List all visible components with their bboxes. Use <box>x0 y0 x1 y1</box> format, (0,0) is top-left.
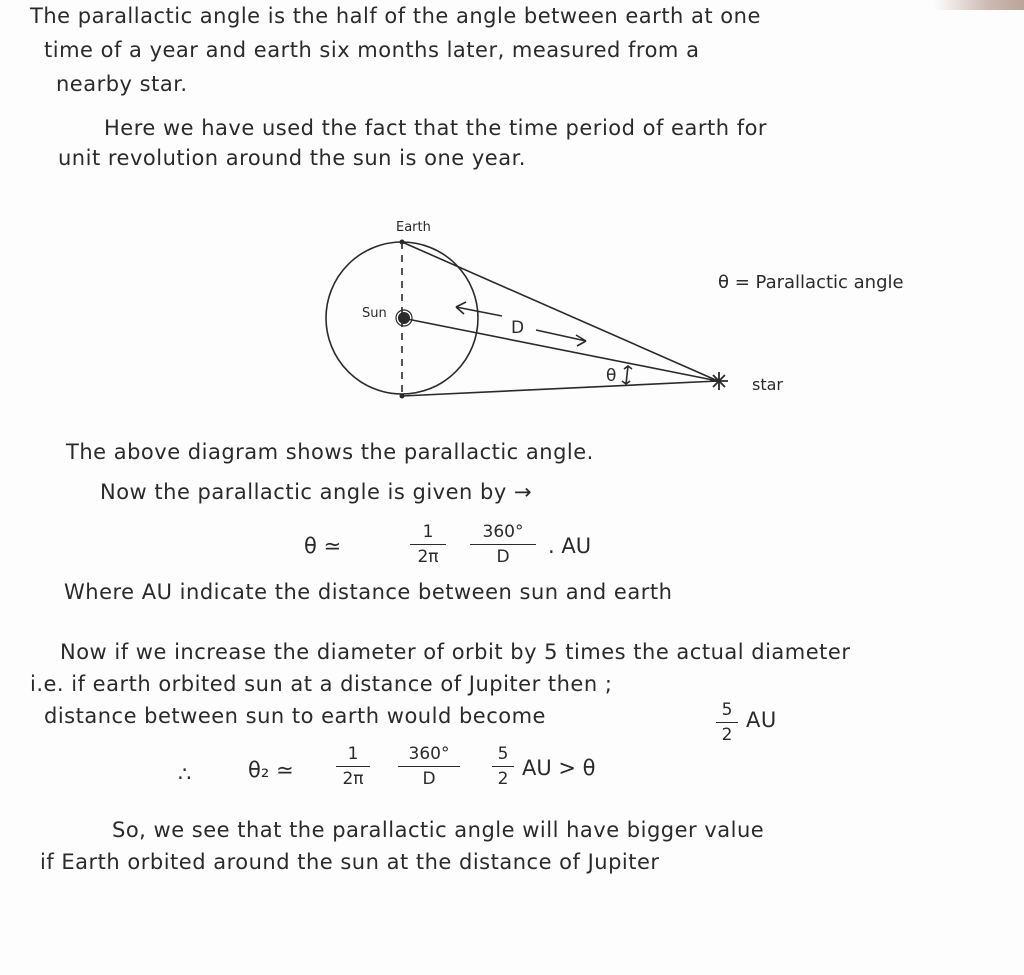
formula2-frac1 <box>336 744 370 789</box>
theta-legend: θ = Parallactic angle <box>718 272 904 293</box>
earth-point-bottom <box>400 394 405 399</box>
sun-icon <box>398 312 410 324</box>
formula2-frac2-num: 360° <box>408 744 450 764</box>
formula2-frac1-num: 1 <box>347 744 359 764</box>
line-earth2-to-star <box>402 381 718 396</box>
para5-line1: Now if we increase the diameter of orbit by 5 times the actual diameter <box>60 640 851 664</box>
para5-frac-den: 2 <box>721 725 733 745</box>
para5-line3: distance between sun to earth would become <box>44 704 546 728</box>
para4-line1: Where AU indicate the distance between sun and earth <box>64 580 673 604</box>
star-label: star <box>752 375 783 394</box>
formula1-frac2-num: 360° <box>482 522 524 542</box>
formula2-frac1-den: 2π <box>342 769 364 789</box>
formula1-frac2-den: D <box>496 547 510 567</box>
sun-label: Sun <box>362 306 387 321</box>
page-corner-shadow <box>934 0 1024 10</box>
para2-line2: unit revolution around the sun is one year. <box>58 146 526 170</box>
conclusion-line2: if Earth orbited around the sun at the distance of Jupiter <box>40 850 660 874</box>
para5-au: AU <box>746 708 777 732</box>
conclusion-line1: So, we see that the parallactic angle will have bigger value <box>112 818 765 842</box>
para2-line1: Here we have used the fact that the time period of earth for <box>104 116 768 140</box>
formula2-frac3 <box>492 744 514 789</box>
formula1-frac1 <box>410 522 446 567</box>
formula1-tail: . AU <box>548 534 592 558</box>
theta-arc-marker <box>622 366 632 384</box>
para5-frac-num: 5 <box>721 700 733 720</box>
sun-icon-ring <box>396 310 412 326</box>
earth-point-top <box>400 240 405 245</box>
para1-line1: The parallactic angle is the half of the angle between earth at one <box>30 4 761 28</box>
earth-orbit-circle <box>326 242 478 394</box>
line-sun-to-star <box>402 318 718 381</box>
theta-label: θ <box>606 366 617 386</box>
formula1-frac2 <box>470 522 536 567</box>
formula2-frac3-den: 2 <box>497 769 509 789</box>
star-icon <box>710 372 728 390</box>
formula2-therefore: ∴ <box>178 762 192 786</box>
formula1-frac1-num: 1 <box>422 522 434 542</box>
line-earth-to-star <box>402 242 718 381</box>
formula1-frac1-den: 2π <box>417 547 439 567</box>
formula2-lhs: θ₂ ≃ <box>248 758 294 782</box>
para3-line2: Now the parallactic angle is given by → <box>100 480 533 504</box>
earth-label: Earth <box>396 220 431 235</box>
arrow-d-left <box>456 302 502 316</box>
para5-line2: i.e. if earth orbited sun at a distance of Jupiter then ; <box>30 672 613 696</box>
formula2-frac2 <box>398 744 460 789</box>
para3-line1: The above diagram shows the parallactic angle. <box>66 440 594 464</box>
formula2-tail: AU > θ <box>522 756 596 780</box>
formula2-frac2-den: D <box>422 769 436 789</box>
formula1-lhs: θ ≃ <box>304 534 342 558</box>
arrow-d-right <box>536 330 586 346</box>
d-label: D <box>511 318 525 338</box>
para1-line3: nearby star. <box>56 72 188 96</box>
para5-frac <box>716 700 738 745</box>
para1-line2: time of a year and earth six months later, measured from a <box>44 38 700 62</box>
formula2-frac3-num: 5 <box>497 744 509 764</box>
